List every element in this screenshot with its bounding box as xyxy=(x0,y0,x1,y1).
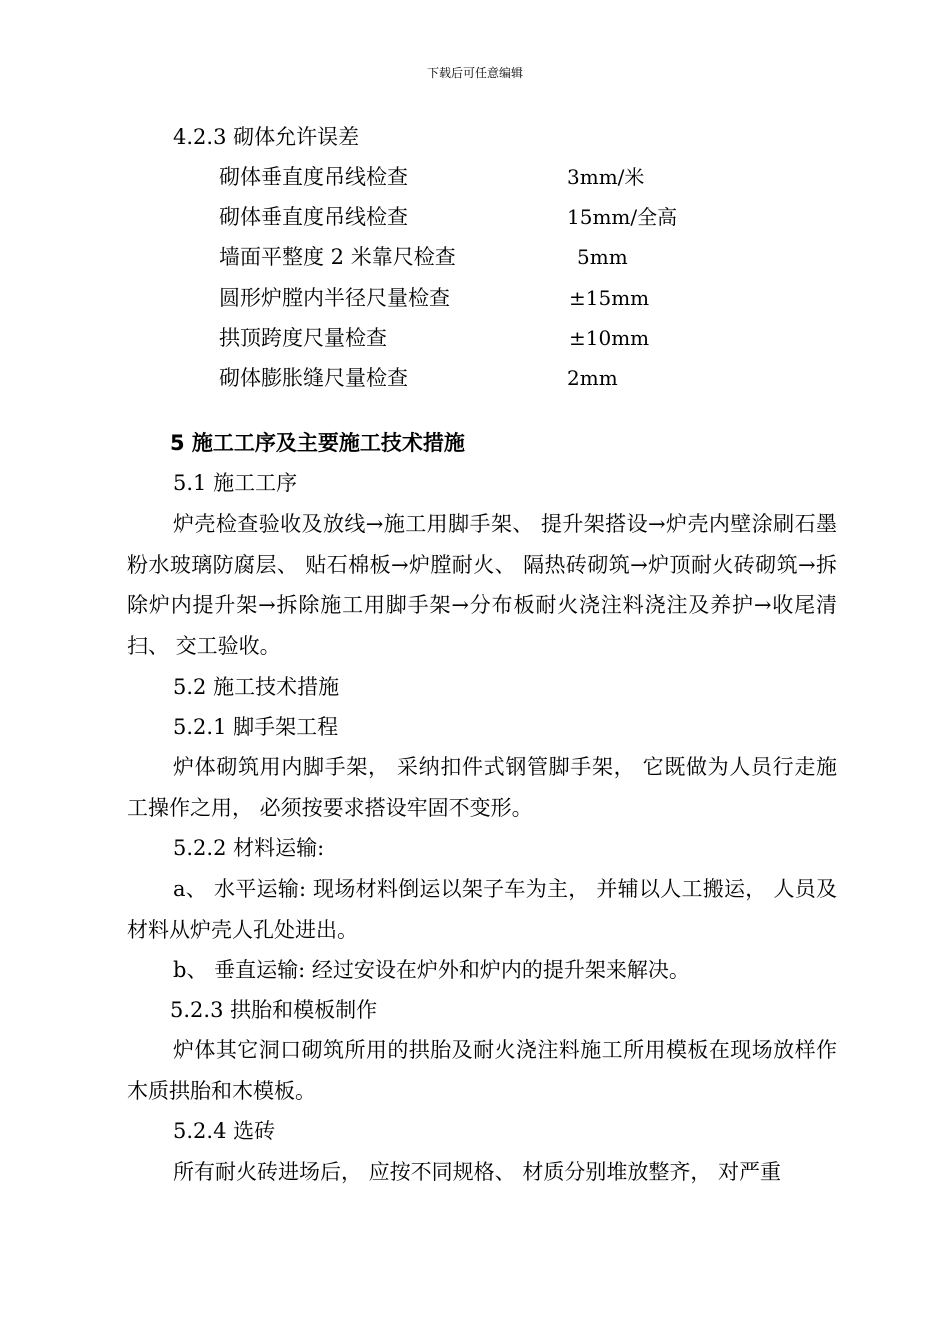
tolerance-value: ±15mm xyxy=(569,286,650,310)
section-heading-5-1: 5.1 施工工序 xyxy=(173,471,298,495)
tolerance-value: 3mm/米 xyxy=(567,165,645,189)
page-header: 下载后可任意编辑 xyxy=(426,66,523,80)
tolerance-name: 砌体垂直度吊线检查 xyxy=(219,205,408,229)
tolerance-name: 拱顶跨度尺量检查 xyxy=(219,326,387,350)
paragraph-5-2-1: 炉体砌筑用内脚手架， 采纳扣件式钢管脚手架， 它既做为人员行走施工操作之用， 必须按要求搭设牢固不变形。 xyxy=(127,755,837,820)
section-heading-5: 5 施工工序及主要施工技术措施 xyxy=(170,431,465,455)
tolerance-value: 5mm xyxy=(577,245,628,269)
paragraph-5-2-2-b: b、 垂直运输: 经过安设在炉外和炉内的提升架来解决。 xyxy=(173,958,690,982)
paragraph-5-2-3: 炉体其它洞口砌筑所用的拱胎及耐火浇注料施工所用模板在现场放样作木质拱胎和木模板。 xyxy=(127,1038,837,1103)
tolerance-value: 2mm xyxy=(567,366,618,390)
paragraph-5-2-4: 所有耐火砖进场后， 应按不同规格、 材质分别堆放整齐， 对严重 xyxy=(173,1160,782,1184)
section-heading-5-2-1: 5.2.1 脚手架工程 xyxy=(173,715,339,739)
section-heading-5-2-4: 5.2.4 选砖 xyxy=(173,1119,276,1143)
tolerance-value: 15mm/全高 xyxy=(567,205,678,229)
paragraph-5-1: 炉壳检查验收及放线→施工用脚手架、 提升架搭设→炉壳内壁涂刷石墨粉水玻璃防腐层、 贴石棉板→炉膛耐火、 隔热砖砌筑→炉顶耐火砖砌筑→拆除炉内提升架→拆除施工用脚手架→分布板耐火浇注料浇注及养护→收尾清扫、 交工验收。 xyxy=(127,512,837,658)
section-heading-5-2-2: 5.2.2 材料运输: xyxy=(173,836,325,860)
section-heading-4-2-3: 4.2.3 砌体允许误差 xyxy=(173,125,360,149)
tolerance-name: 砌体垂直度吊线检查 xyxy=(219,165,408,189)
tolerance-name: 砌体膨胀缝尺量检查 xyxy=(219,366,408,390)
paragraph-5-2-2-a: a、 水平运输: 现场材料倒运以架子车为主， 并辅以人工搬运， 人员及材料从炉壳人孔处进出。 xyxy=(127,877,837,942)
tolerance-name: 墙面平整度 2 米靠尺检查 xyxy=(219,245,456,269)
tolerance-name: 圆形炉膛内半径尺量检查 xyxy=(219,286,450,310)
section-heading-5-2: 5.2 施工技术措施 xyxy=(173,675,340,699)
tolerance-value: ±10mm xyxy=(569,326,650,350)
section-heading-5-2-3: 5.2.3 拱胎和模板制作 xyxy=(170,998,378,1022)
